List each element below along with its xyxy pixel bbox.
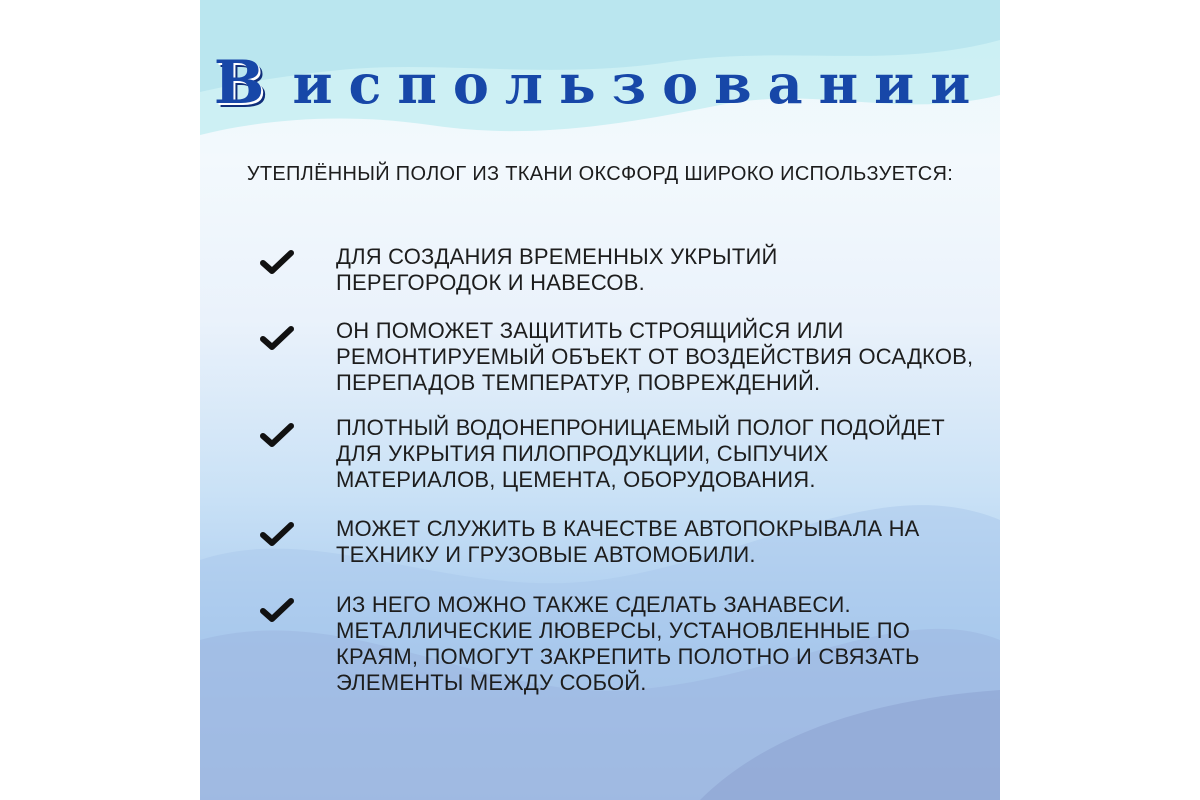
check-icon (260, 421, 294, 449)
check-icon (260, 596, 294, 624)
intro-text: УТЕПЛЁННЫЙ ПОЛОГ ИЗ ТКАНИ ОКСФОРД ШИРОКО ИСПОЛЬЗУЕТСЯ: (246, 163, 954, 185)
info-card (200, 0, 1000, 800)
list-item-text: МОЖЕТ СЛУЖИТЬ В КАЧЕСТВЕ АВТОПОКРЫВАЛА НА ТЕХНИКУ И ГРУЗОВЫЕ АВТОМОБИЛИ. (336, 516, 920, 567)
title-rest: использовании (292, 52, 987, 116)
usage-list (200, 0, 1000, 800)
list-item-text: ПЛОТНЫЙ ВОДОНЕПРОНИЦАЕМЫЙ ПОЛОГ ПОДОЙДЕТ ДЛЯ УКРЫТИЯ ПИЛОПРОДУКЦИИ, СЫПУЧИХ МАТЕРИАЛОВ, ЦЕМЕНТА, ОБОРУДОВАНИЯ. (336, 415, 945, 492)
list-item-text: ОН ПОМОЖЕТ ЗАЩИТИТЬ СТРОЯЩИЙСЯ ИЛИ РЕМОНТИРУЕМЫЙ ОБЪЕКТ ОТ ВОЗДЕЙСТВИЯ ОСАДКОВ, ПЕРЕПАДОВ ТЕМПЕРАТУР, ПОВРЕЖДЕНИЙ. (336, 318, 974, 395)
title-initial: В (213, 48, 265, 118)
check-icon (260, 248, 294, 276)
check-icon (260, 520, 294, 548)
list-item-text: ДЛЯ СОЗДАНИЯ ВРЕМЕННЫХ УКРЫТИЙ ПЕРЕГОРОДОК И НАВЕСОВ. (336, 244, 778, 295)
list-item-text: ИЗ НЕГО МОЖНО ТАКЖЕ СДЕЛАТЬ ЗАНАВЕСИ. МЕТАЛЛИЧЕСКИЕ ЛЮВЕРСЫ, УСТАНОВЛЕННЫЕ ПО КРАЯМ, ПОМОГУТ ЗАКРЕПИТЬ ПОЛОТНО И СВЯЗАТЬ ЭЛЕМЕНТЫ МЕЖДУ СОБОЙ. (336, 592, 920, 695)
check-icon (260, 324, 294, 352)
